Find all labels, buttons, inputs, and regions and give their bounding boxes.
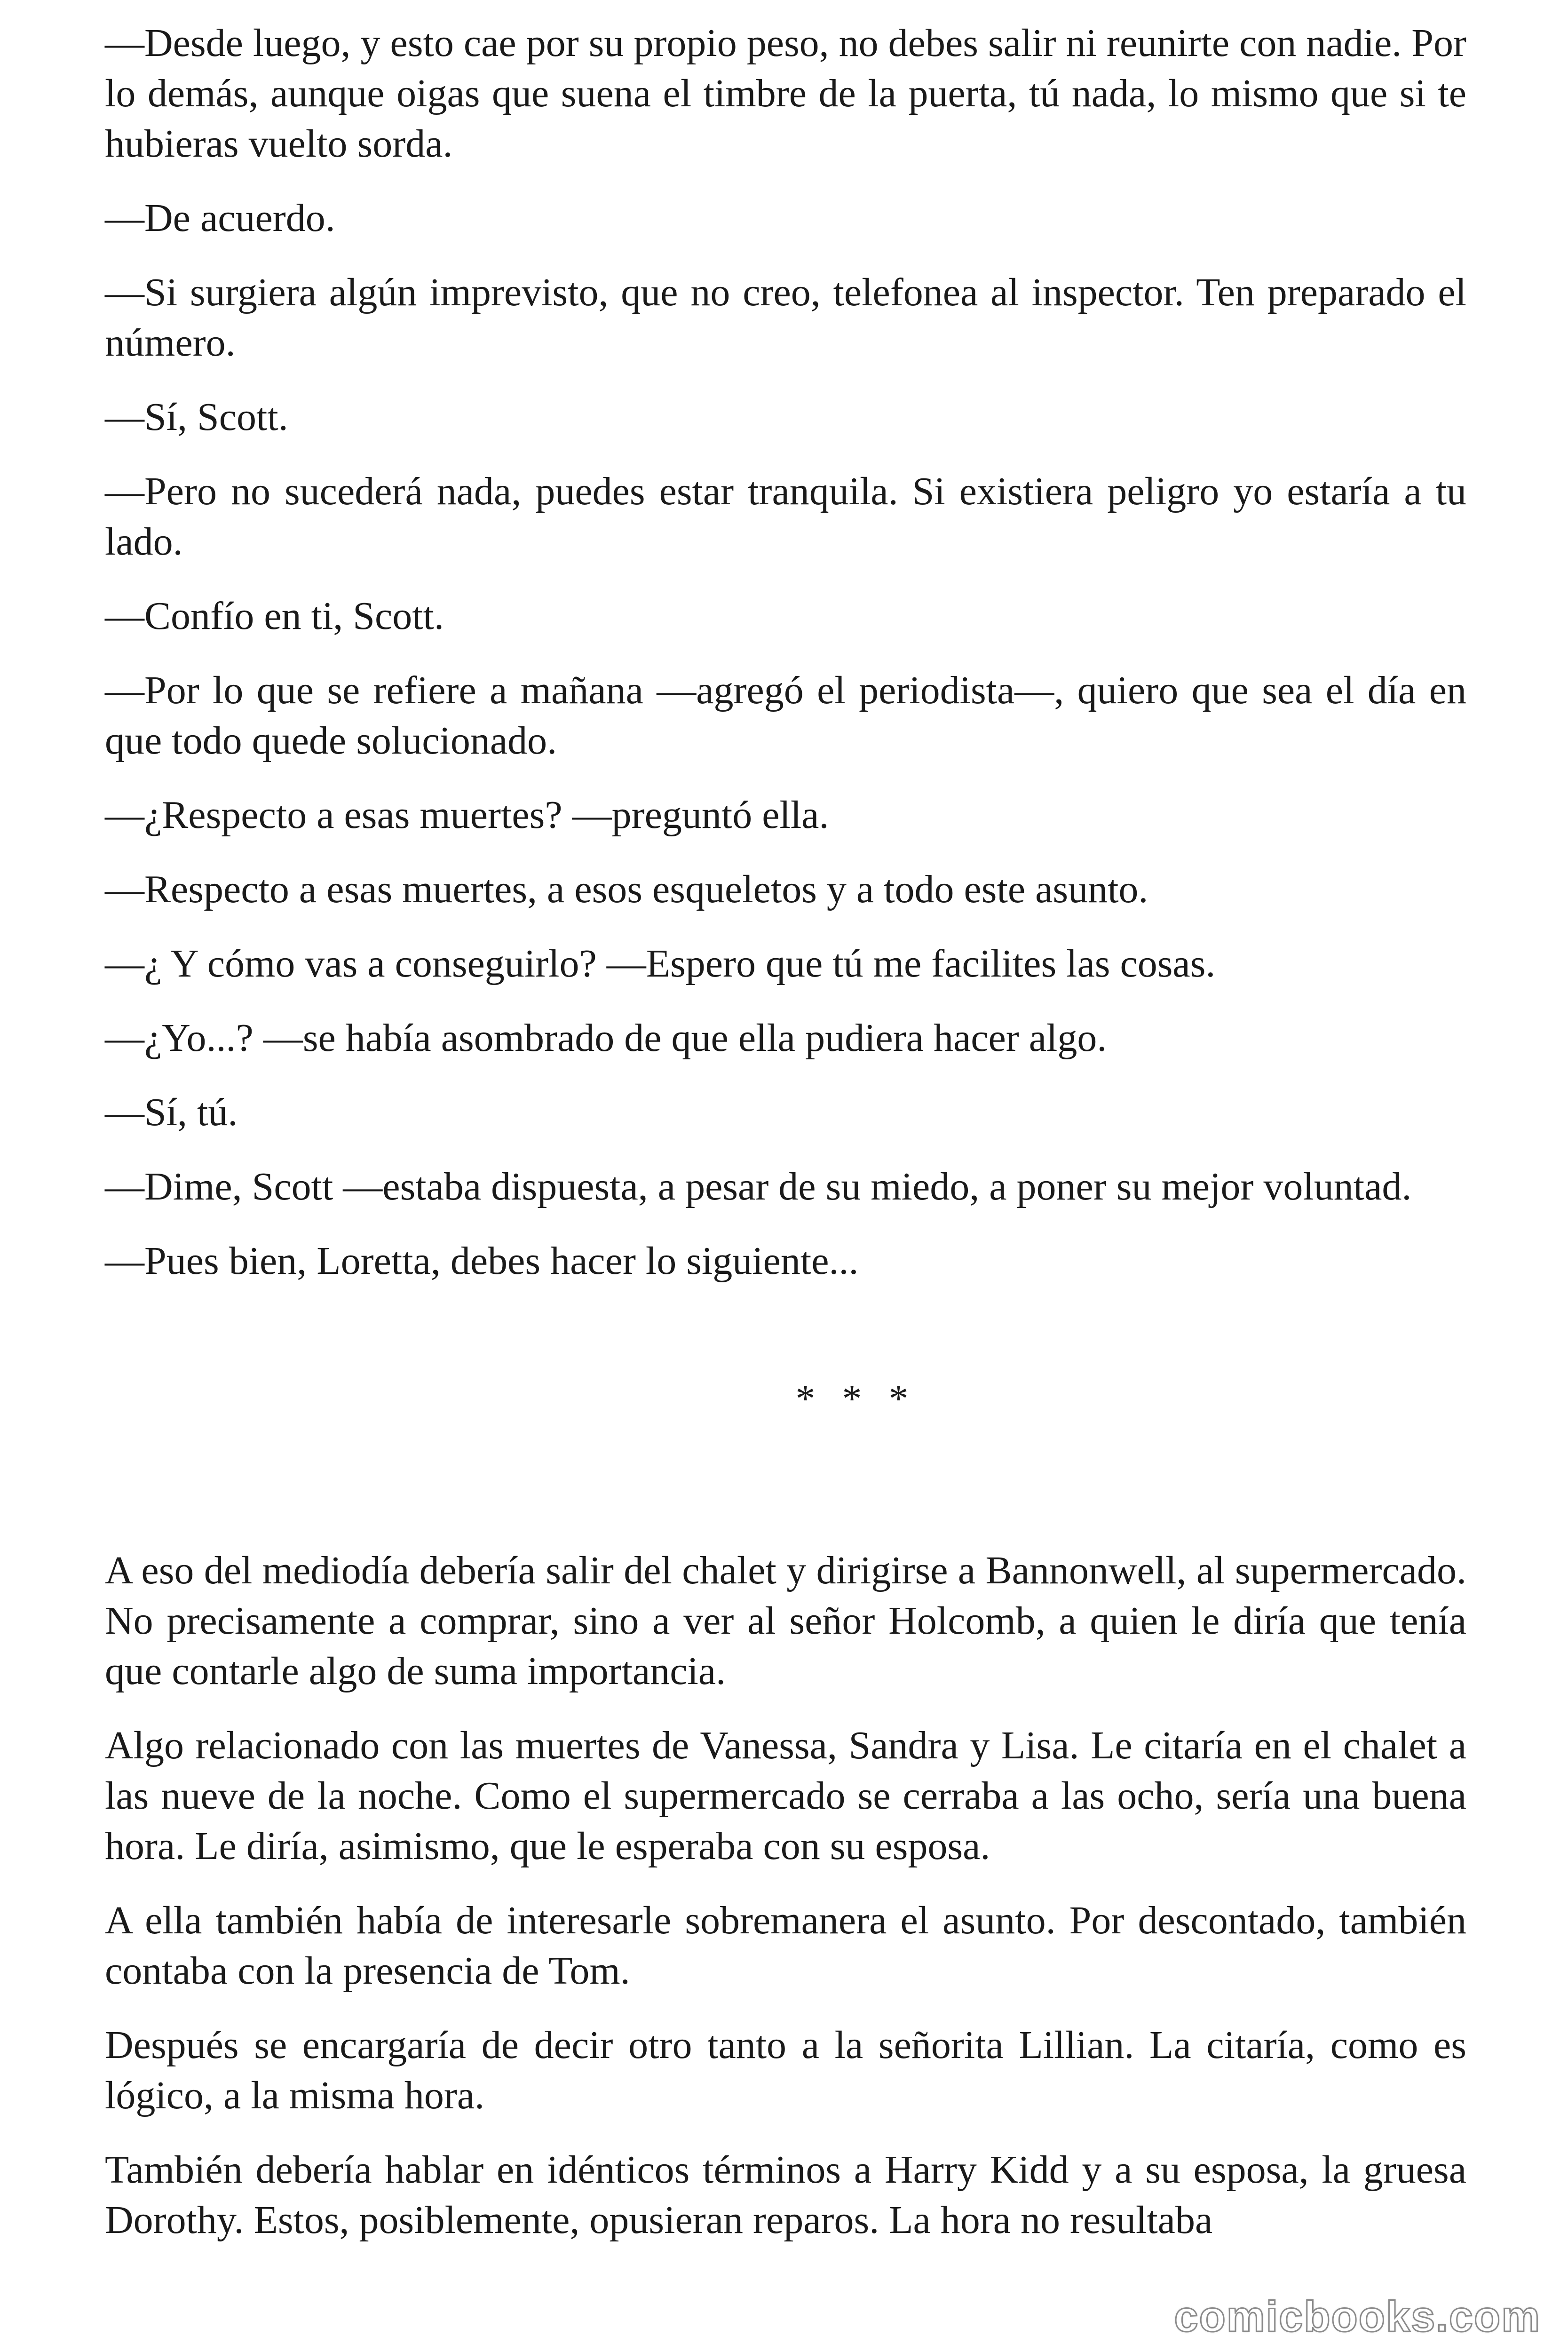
paragraph: —Si surgiera algún imprevisto, que no creo, telefonea al inspector. Ten preparado el número. bbox=[105, 270, 1466, 365]
paragraph: A ella también había de interesarle sobremanera el asunto. Por descontado, también contaba con la presencia de Tom. bbox=[105, 1899, 1466, 1993]
paragraph: —Confío en ti, Scott. bbox=[105, 594, 444, 638]
paragraph: —De acuerdo. bbox=[105, 196, 335, 240]
paragraph: —¿Respecto a esas muertes? —preguntó ella. bbox=[105, 793, 829, 837]
paragraph: A eso del mediodía debería salir del chalet y dirigirse a Bannonwell, al supermercado. No precisamente a comprar, sino a ver al señor Holcomb, a quien le diría que tenía que contarle algo de suma importancia. bbox=[105, 1549, 1466, 1693]
paragraph: —Sí, Scott. bbox=[105, 395, 288, 439]
paragraph: —Sí, tú. bbox=[105, 1090, 238, 1134]
paragraph: —Pues bien, Loretta, debes hacer lo siguiente... bbox=[105, 1239, 859, 1283]
paragraph: —Dime, Scott —estaba dispuesta, a pesar de su miedo, a poner su mejor voluntad. bbox=[105, 1165, 1412, 1208]
paragraph: —Desde luego, y esto cae por su propio peso, no debes salir ni reunirte con nadie. Por lo demás, aunque oigas que suena el timbre de la puerta, tú nada, lo mismo que si te hubieras vuelto sorda. bbox=[105, 21, 1466, 166]
paragraph: —Por lo que se refiere a mañana —agregó el periodista—, quiero que sea el día en que todo quede solucionado. bbox=[105, 668, 1466, 763]
scene-break: * * * bbox=[795, 1377, 917, 1421]
paragraph: —¿ Y cómo vas a conseguirlo? —Espero que tú me facilites las cosas. bbox=[105, 942, 1216, 985]
watermark: comicbooks.com bbox=[1174, 2293, 1541, 2341]
paragraph: Después se encargaría de decir otro tanto a la señorita Lillian. La citaría, como es lógico, a la misma hora. bbox=[105, 2023, 1466, 2117]
paragraph: —Pero no sucederá nada, puedes estar tranquila. Si existiera peligro yo estaría a tu lado. bbox=[105, 469, 1466, 564]
document-page bbox=[105, 18, 1466, 2269]
paragraph: Algo relacionado con las muertes de Vanessa, Sandra y Lisa. Le citaría en el chalet a las nueve de la noche. Como el supermercado se cerraba a las ocho, sería una buena hora. Le diría, asimismo, que le esperaba con su esposa. bbox=[105, 1724, 1466, 1868]
paragraph: También debería hablar en idénticos términos a Harry Kidd y a su esposa, la gruesa Dorothy. Estos, posiblemente, opusieran reparos. La hora no resultaba bbox=[105, 2148, 1466, 2242]
paragraph: —Respecto a esas muertes, a esos esqueletos y a todo este asunto. bbox=[105, 867, 1148, 911]
paragraph: —¿Yo...? —se había asombrado de que ella pudiera hacer algo. bbox=[105, 1016, 1107, 1060]
